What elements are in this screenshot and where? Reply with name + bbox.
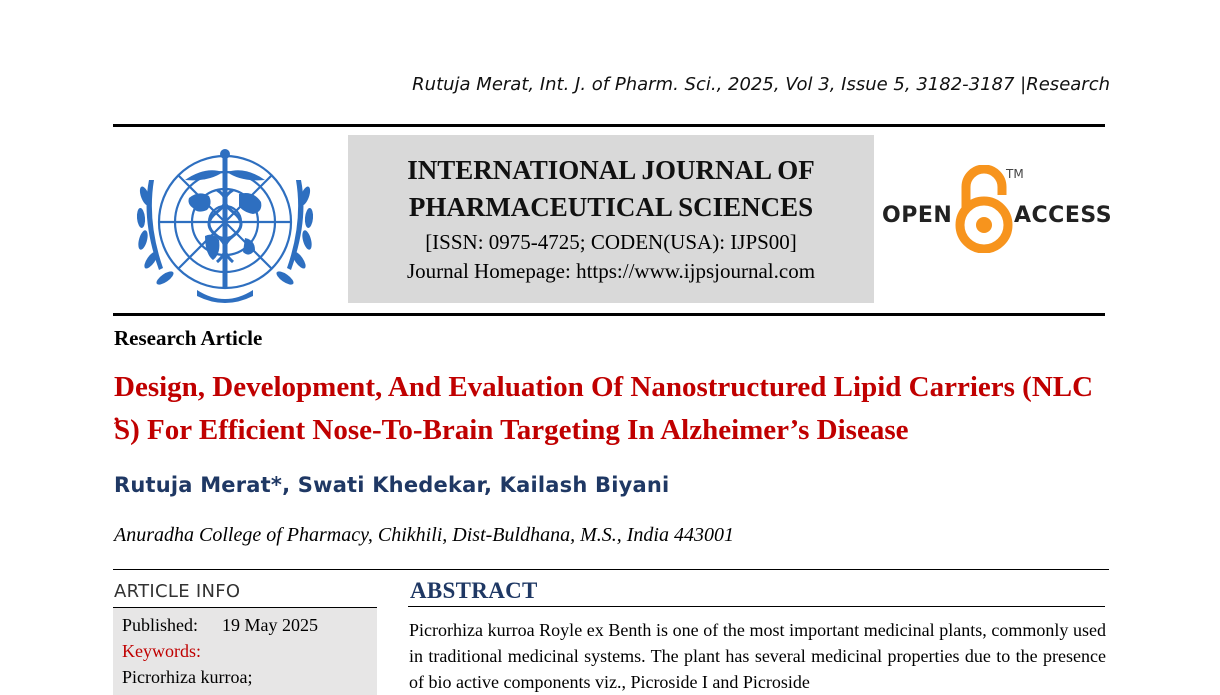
- authors: Rutuja Merat*, Swati Khedekar, Kailash Biyani: [114, 473, 670, 497]
- article-info-heading: ARTICLE INFO: [114, 581, 241, 602]
- journal-name-line2: PHARMACEUTICAL SCIENCES: [408, 192, 814, 222]
- article-title: Design, Development, And Evaluation Of Nanostructured Lipid Carriers (NLC ̕S) For Efficient Nose-To-Brain Targeting In Alzheimer’s Disease: [114, 371, 1094, 446]
- article-info-box: [113, 607, 377, 695]
- section-rule: [113, 569, 1109, 570]
- published-label: Published:: [122, 615, 199, 635]
- journal-issn: [ISSN: 0975-4725; CODEN(USA): IJPS00]: [425, 230, 797, 254]
- journal-title-box: [348, 135, 874, 303]
- trademark-mark: TM: [1006, 167, 1024, 181]
- published-row: [122, 612, 377, 638]
- abstract-heading: ABSTRACT: [410, 578, 538, 603]
- journal-name-line1: INTERNATIONAL JOURNAL OF: [407, 155, 815, 185]
- abstract-rule: [408, 606, 1105, 607]
- published-value: 19 May 2025: [222, 615, 318, 635]
- un-style-globe-caduceus-emblem-icon: [127, 140, 323, 306]
- journal-homepage[interactable]: Journal Homepage: https://www.ijpsjournal.com: [406, 259, 816, 283]
- affiliation: Anuradha College of Pharmacy, Chikhili, Dist-Buldhana, M.S., India 443001: [114, 524, 734, 546]
- article-type: Research Article: [114, 326, 263, 350]
- open-access-right-text: ACCESS: [1014, 203, 1113, 228]
- keywords-label: Keywords:: [122, 641, 201, 661]
- keyword-item: Picrorhiza kurroa;: [122, 667, 253, 687]
- masthead-rule: [113, 313, 1105, 316]
- open-access-left-text: OPEN: [882, 203, 953, 228]
- running-head: Rutuja Merat, Int. J. of Pharm. Sci., 2025, Vol 3, Issue 5, 3182-3187 |Research: [412, 74, 1110, 95]
- header-rule: [113, 124, 1105, 127]
- abstract-text: Picrorhiza kurroa Royle ex Benth is one of the most important medicinal plants, commonly used in traditional medicinal systems. The plant has several medicinal properties due to the presence of bio active components viz., Picroside I and Picroside: [409, 620, 1106, 692]
- open-access-logo: [880, 165, 1113, 255]
